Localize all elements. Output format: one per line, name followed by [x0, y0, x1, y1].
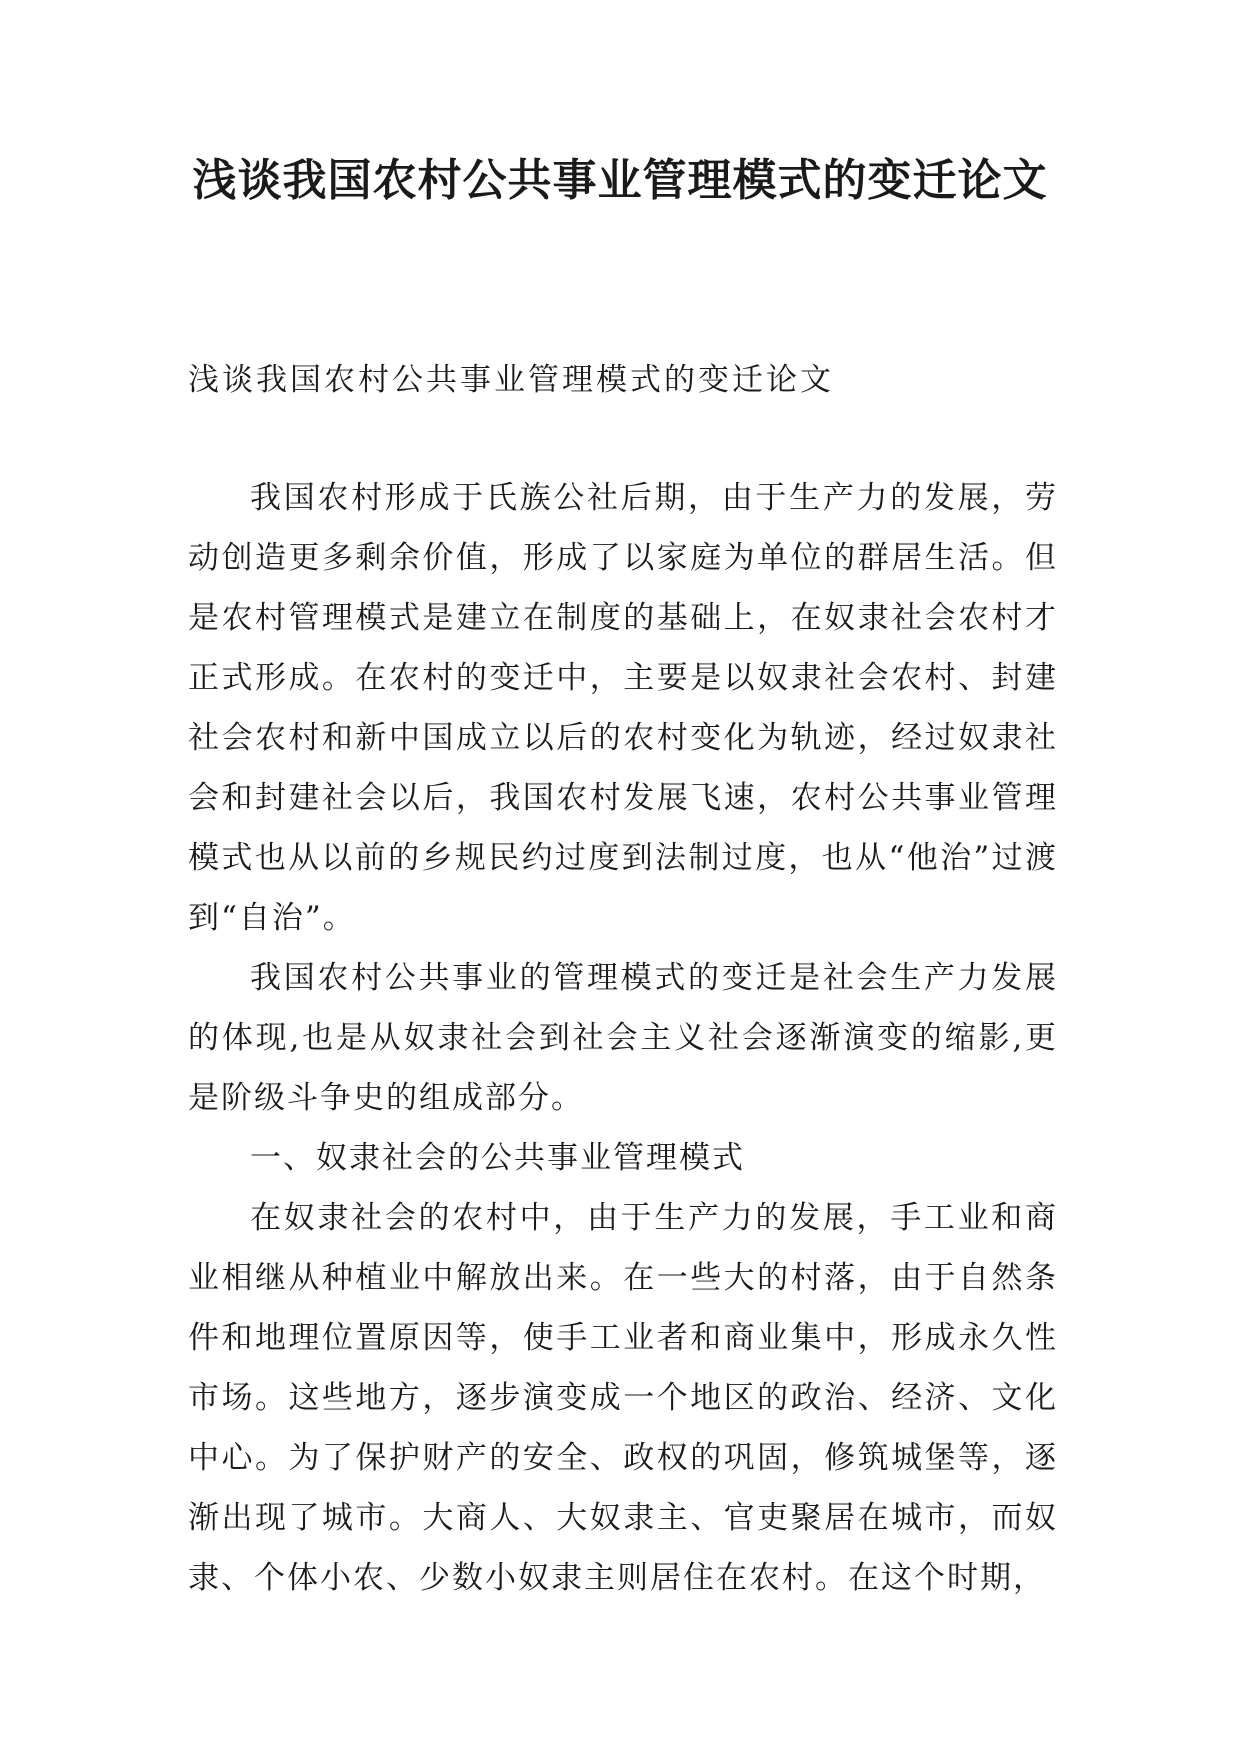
- paragraph-1: 我国农村形成于氏族公社后期，由于生产力的发展，劳动创造更多剩余价值，形成了以家庭为单位的群居生活。但是农村管理模式是建立在制度的基础上，在奴隶社会农村才正式形成。在农村的变迁中，主要是以奴隶社会农村、封建社会农村和新中国成立以后的农村变化为轨迹，经过奴隶社会和封建社会以后，我国农村发展飞速，农村公共事业管理模式也从以前的乡规民约过度到法制过度，也从“他治”过渡到“自治”。: [188, 480, 1058, 936]
- document-title: 浅谈我国农村公共事业管理模式的变迁论文: [192, 155, 1048, 206]
- document-body: [188, 468, 1058, 1608]
- section-paragraph-1: 在奴隶社会的农村中，由于生产力的发展，手工业和商业相继从种植业中解放出来。在一些大的村落，由于自然条件和地理位置原因等，使手工业者和商业集中，形成永久性市场。这些地方，逐步演变成一个地区的政治、经济、文化中心。为了保护财产的安全、政权的巩固，修筑城堡等，逐渐出现了城市。大商人、大奴隶主、官吏聚居在城市，而奴隶、个体小农、少数小奴隶主则居住在农村。在这个时期，: [188, 1200, 1058, 1596]
- section-heading: 一、奴隶社会的公共事业管理模式: [250, 1140, 745, 1176]
- document-subtitle: 浅谈我国农村公共事业管理模式的变迁论文: [188, 362, 834, 398]
- paragraph-2: 我国农村公共事业的管理模式的变迁是社会生产力发展的体现,也是从奴隶社会到社会主义社会逐渐演变的缩影,更是阶级斗争史的组成部分。: [188, 960, 1058, 1116]
